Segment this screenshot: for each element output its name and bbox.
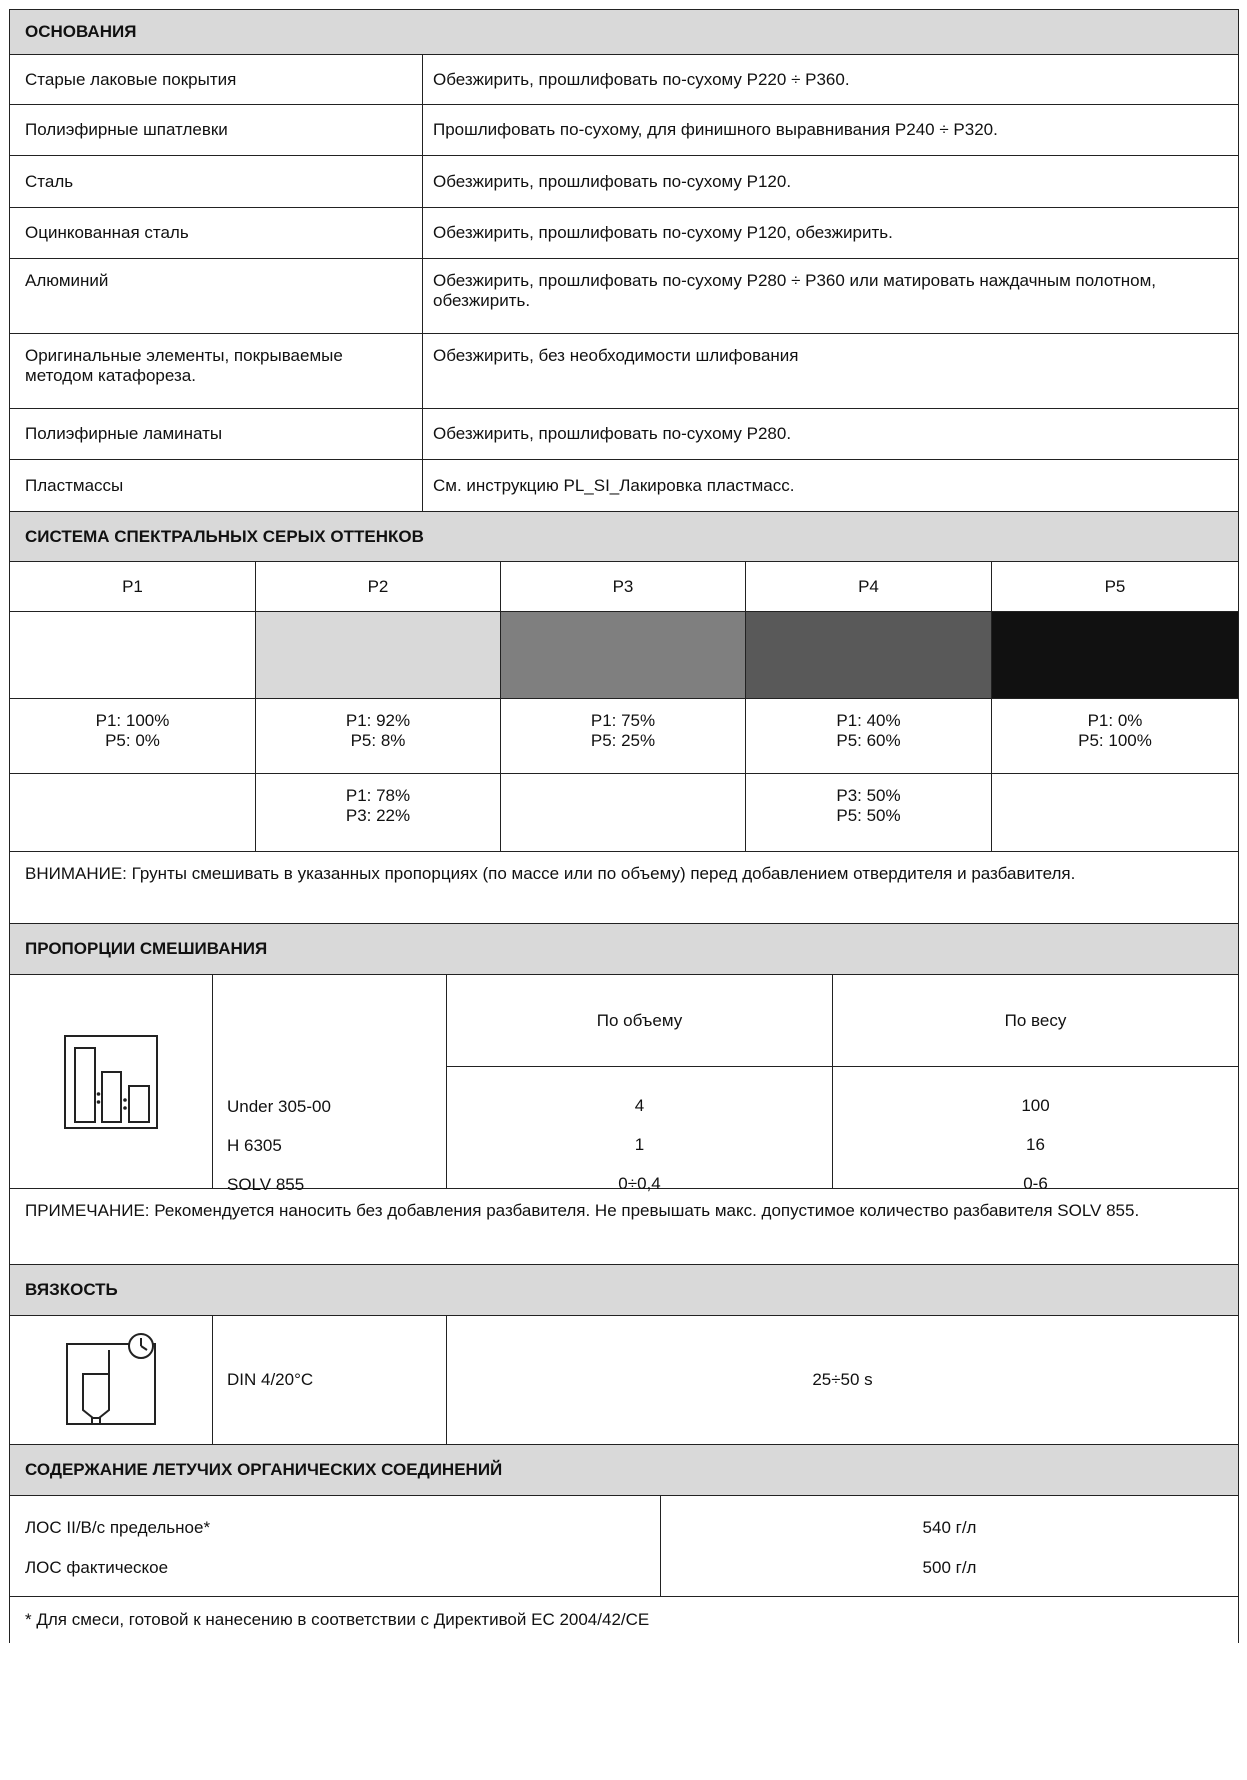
viscosity-value: 25÷50 s — [446, 1316, 1238, 1444]
viscosity-header: ВЯЗКОСТЬ — [10, 1265, 1238, 1316]
shade-mix-primary: P1: 40% P5: 60% — [745, 698, 991, 773]
greys-header: СИСТЕМА СПЕКТРАЛЬНЫХ СЕРЫХ ОТТЕНКОВ — [10, 512, 1238, 562]
substrate-row — [10, 334, 1238, 409]
substrate-row — [10, 105, 1238, 156]
greys-warning-note: ВНИМАНИЕ: Грунты смешивать в указанных пропорциях (по массе или по объему) перед добавлением отвердителя и разбавителя. — [10, 852, 1238, 924]
substrate-name: Сталь — [25, 171, 74, 191]
substrate-row — [10, 409, 1238, 460]
viscosity-cup-timer-icon — [10, 1316, 212, 1444]
voc-values — [660, 1496, 1238, 1596]
mixing-table — [10, 975, 1238, 1194]
substrate-name: Старые лаковые покрытия — [25, 69, 237, 89]
shade-mix-alternative — [500, 773, 745, 851]
shade-name: P2 — [255, 562, 500, 611]
substrate-name: Полиэфирные шпатлевки — [25, 120, 228, 139]
mixing-weight-column — [832, 975, 1238, 1193]
weight-column-header: По весу — [833, 975, 1238, 1067]
substrates-header: ОСНОВАНИЯ — [10, 10, 1238, 55]
volume-value: 4 — [634, 1096, 645, 1115]
mixing-products — [212, 975, 446, 1194]
shade-mix-primary: P1: 92% P5: 8% — [255, 698, 500, 773]
substrate-treatment: Обезжирить, без необходимости шлифования — [422, 334, 1238, 408]
product-name: H 6305 — [227, 1136, 282, 1155]
weight-value: 16 — [1026, 1135, 1045, 1154]
shade-name: P3 — [500, 562, 745, 611]
voc-footnote: * Для смеси, готовой к нанесению в соответствии с Директивой ЕС 2004/42/CE — [25, 1610, 650, 1629]
product-name: SOLV 855 — [227, 1175, 305, 1194]
weight-value: 0-6 — [1023, 1174, 1048, 1193]
shade-mix-alternative — [991, 773, 1238, 851]
voc-value: 540 г/л — [922, 1518, 977, 1537]
viscosity-method: DIN 4/20°C — [212, 1316, 446, 1444]
substrate-name: Полиэфирные ламинаты — [25, 424, 223, 443]
voc-label: ЛОС II/B/с предельное* — [25, 1518, 211, 1537]
voc-labels — [10, 1496, 660, 1596]
voc-value: 500 г/л — [922, 1558, 977, 1577]
grey-shades-table — [10, 562, 1238, 852]
substrate-row — [10, 208, 1238, 259]
mixing-ratio-icon — [10, 975, 212, 1188]
shade-name: P1 — [122, 576, 143, 596]
volume-column-header: По объему — [447, 975, 832, 1067]
substrate-name: Оцинкованная сталь — [25, 223, 189, 242]
substrate-row — [10, 460, 1238, 512]
substrate-treatment: Обезжирить, прошлифовать по-сухому Р120, обезжирить. — [422, 208, 1238, 258]
mixing-note: ПРИМЕЧАНИЕ: Рекомендуется наносить без добавления разбавителя. Не превышать макс. допустимое количество разбавителя SOLV 855. — [10, 1189, 1238, 1265]
shade-swatch-p2 — [255, 611, 500, 698]
voc-label: ЛОС фактическое — [25, 1558, 169, 1577]
voc-table — [10, 1496, 1238, 1597]
shade-mix-primary: P1: 75% P5: 25% — [500, 698, 745, 773]
substrate-row — [10, 259, 1238, 334]
volume-value: 0÷0,4 — [618, 1174, 661, 1193]
substrate-treatment: См. инструкцию PL_SI_Лакировка пластмасс. — [422, 460, 1238, 511]
substrate-name: Алюминий — [25, 271, 109, 290]
substrate-treatment: Обезжирить, прошлифовать по-сухому Р280 ÷ Р360 или матировать наждачным полотном, обезжирить. — [422, 259, 1238, 333]
substrate-treatment: Обезжирить, прошлифовать по-сухому Р120. — [422, 156, 1238, 207]
product-name: Under 305-00 — [227, 1097, 331, 1116]
substrate-name: Пластмассы — [25, 475, 124, 495]
shade-swatch-p3 — [500, 611, 745, 698]
substrate-treatment: Обезжирить, прошлифовать по-сухому Р220 ÷ Р360. — [422, 55, 1238, 104]
voc-header: СОДЕРЖАНИЕ ЛЕТУЧИХ ОРГАНИЧЕСКИХ СОЕДИНЕНИЙ — [10, 1445, 1238, 1496]
substrate-treatment: Обезжирить, прошлифовать по-сухому Р280. — [422, 409, 1238, 459]
shade-mix-alternative: P1: 78% P3: 22% — [255, 773, 500, 851]
shade-mix-alternative — [10, 773, 255, 851]
substrate-name: Оригинальные элементы, покрываемые методом катафореза. — [25, 346, 343, 385]
technical-data-sheet — [9, 9, 1239, 1643]
shade-name: P5 — [991, 562, 1238, 611]
substrate-treatment: Прошлифовать по-сухому, для финишного выравнивания Р240 ÷ Р320. — [422, 105, 1238, 155]
mixing-volume-column — [446, 975, 832, 1193]
shade-mix-primary: P1: 0% P5: 100% — [991, 698, 1238, 773]
substrate-row — [10, 156, 1238, 208]
shade-swatch-p5 — [991, 611, 1238, 698]
shade-name: P4 — [745, 562, 991, 611]
viscosity-row — [10, 1316, 1238, 1445]
substrate-row — [10, 55, 1238, 105]
shade-mix-alternative: P3: 50% P5: 50% — [745, 773, 991, 851]
volume-value: 1 — [634, 1135, 645, 1154]
shade-mix-primary: P1: 100% P5: 0% — [10, 698, 255, 773]
weight-value: 100 — [1021, 1096, 1050, 1115]
shade-swatch-p1 — [10, 611, 255, 698]
mixing-header: ПРОПОРЦИИ СМЕШИВАНИЯ — [10, 924, 1238, 975]
shade-swatch-p4 — [745, 611, 991, 698]
